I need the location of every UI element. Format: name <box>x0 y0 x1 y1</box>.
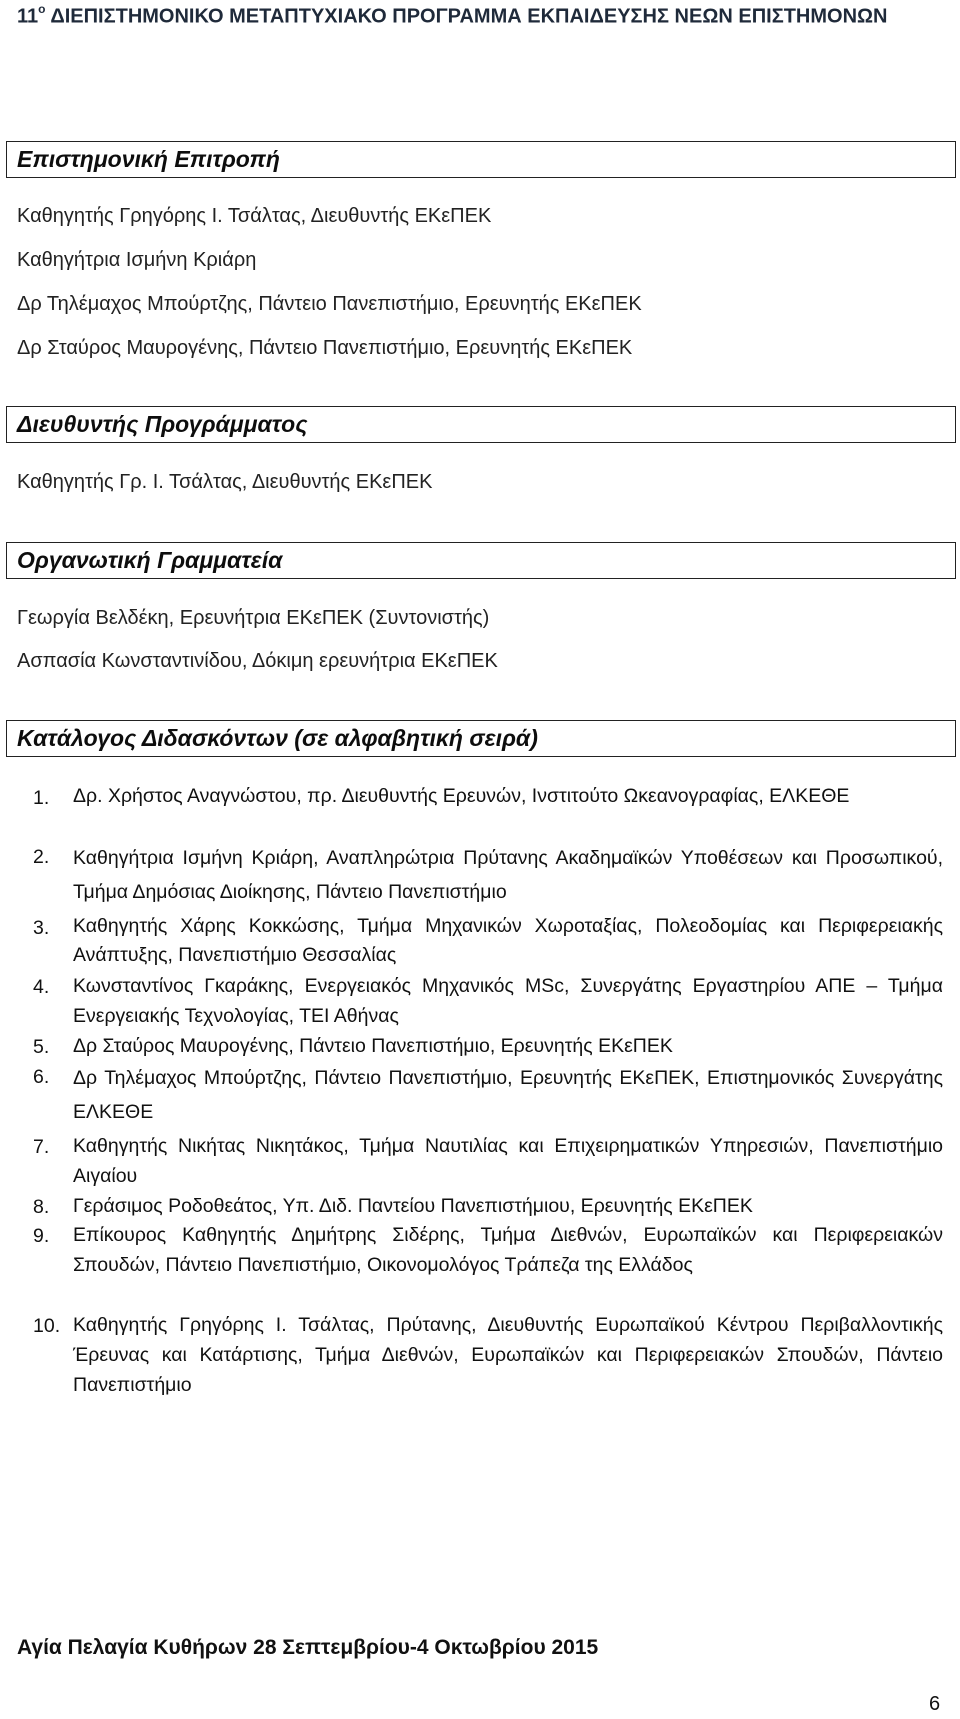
director-name: Καθηγητής Γρ. Ι. Τσάλτας, Διευθυντής ΕΚεΠΕΚ <box>17 471 433 493</box>
list-text: Δρ Σταύρος Μαυρογένης, Πάντειο Πανεπιστήμιο, Ερευνητής ΕΚεΠΕΚ <box>73 1035 673 1057</box>
secretariat-member: Ασπασία Κωνσταντινίδου, Δόκιμη ερευνήτρια ΕΚεΠΕΚ <box>17 650 498 672</box>
header-superscript: ο <box>38 2 46 16</box>
list-number: 1. <box>33 787 50 809</box>
section-heading-program-director: Διευθυντής Προγράμματος <box>6 406 956 443</box>
section-heading-instructors: Κατάλογος Διδασκόντων (σε αλφαβητική σειρά) <box>6 720 956 757</box>
committee-member: Καθηγήτρια Ισμήνη Κριάρη <box>17 249 257 271</box>
committee-member: Δρ Σταύρος Μαυρογένης, Πάντειο Πανεπιστήμιο, Ερευνητής ΕΚεΠΕΚ <box>17 337 633 359</box>
list-text: Επίκουρος Καθηγητής Δημήτρης Σιδέρης, Τμήμα Διεθνών, Ευρωπαϊκών και Περιφερειακών Σπουδών, Πάντειο Πανεπιστήμιο, Οικονομολόγος Τράπεζα της Ελλάδος <box>73 1224 943 1276</box>
secretariat-member: Γεωργία Βελδέκη, Ερευνήτρια ΕΚεΠΕΚ (Συντονιστής) <box>17 607 490 629</box>
list-number: 4. <box>33 976 50 998</box>
list-number: 10. <box>33 1315 61 1337</box>
section-heading-secretariat: Οργανωτική Γραμματεία <box>6 542 956 579</box>
committee-member: Δρ Τηλέμαχος Μπούρτζης, Πάντειο Πανεπιστήμιο, Ερευνητής ΕΚεΠΕΚ <box>17 293 642 315</box>
list-number: 9. <box>33 1225 50 1247</box>
list-text: Καθηγητής Γρηγόρης Ι. Τσάλτας, Πρύτανης, Διευθυντής Ευρωπαϊκού Κέντρου Περιβαλλοντικής Έρευνας και Κατάρτισης, Τμήμα Διεθνών, Ευρωπαϊκών και Περιφερειακών Σπουδών, Πάντειο Πανεπιστήμιο <box>73 1314 943 1396</box>
header-title: ΔΙΕΠΙΣΤΗΜΟΝΙΚΟ ΜΕΤΑΠΤΥΧΙΑΚΟ ΠΡΟΓΡΑΜΜΑ ΕΚΠΑΙΔΕΥΣΗΣ ΝΕΩΝ ΕΠΙΣΤΗΜΟΝΩΝ <box>50 5 888 28</box>
committee-member: Καθηγητής Γρηγόρης Ι. Τσάλτας, Διευθυντής ΕΚεΠΕΚ <box>17 205 492 227</box>
list-text: Κωνσταντίνος Γκαράκης, Ενεργειακός Μηχανικός MSc, Συνεργάτης Εργαστηρίου ΑΠΕ – Τμήμα Ενεργειακής Τεχνολογίας, ΤΕΙ Αθήνας <box>73 975 943 1027</box>
list-text: Καθηγήτρια Ισμήνη Κριάρη, Αναπληρώτρια Πρύτανης Ακαδημαϊκών Υποθέσεων και Προσωπικού, Τμήμα Δημόσιας Διοίκησης, Πάντειο Πανεπιστήμιο <box>73 847 943 903</box>
list-number: 3. <box>33 917 50 939</box>
page-header <box>17 4 947 29</box>
list-text: Καθηγητής Χάρης Κοκκώσης, Τμήμα Μηχανικών Χωροταξίας, Πολεοδομίας και Περιφερειακής Ανάπτυξης, Πανεπιστήμιο Θεσσαλίας <box>73 915 943 966</box>
section-heading-scientific-committee: Επιστημονική Επιτροπή <box>6 141 956 178</box>
list-text: Καθηγητής Νικήτας Νικητάκος, Τμήμα Ναυτιλίας και Επιχειρηματικών Υπηρεσιών, Πανεπιστήμιο Αιγαίου <box>73 1135 943 1187</box>
page-footer: Αγία Πελαγία Κυθήρων 28 Σεπτεμβρίου-4 Οκτωβρίου 2015 <box>17 1636 599 1659</box>
page-number: 6 <box>929 1693 941 1715</box>
list-number: 8. <box>33 1196 50 1218</box>
list-number: 2. <box>33 846 50 868</box>
list-text: Γεράσιμος Ροδοθεάτος, Υπ. Διδ. Παντείου Πανεπιστήμιου, Ερευνητής ΕΚεΠΕΚ <box>73 1195 753 1217</box>
list-number: 7. <box>33 1136 50 1158</box>
list-number: 6. <box>33 1066 50 1088</box>
list-text: Δρ. Χρήστος Αναγνώστου, πρ. Διευθυντής Ερευνών, Ινστιτούτο Ωκεανογραφίας, ΕΛΚΕΘΕ <box>73 785 850 807</box>
list-number: 5. <box>33 1036 50 1058</box>
header-number: 11 <box>17 5 39 28</box>
list-text: Δρ Τηλέμαχος Μπούρτζης, Πάντειο Πανεπιστήμιο, Ερευνητής ΕΚεΠΕΚ, Επιστημονικός Συνεργάτης ΕΛΚΕΘΕ <box>73 1067 943 1123</box>
